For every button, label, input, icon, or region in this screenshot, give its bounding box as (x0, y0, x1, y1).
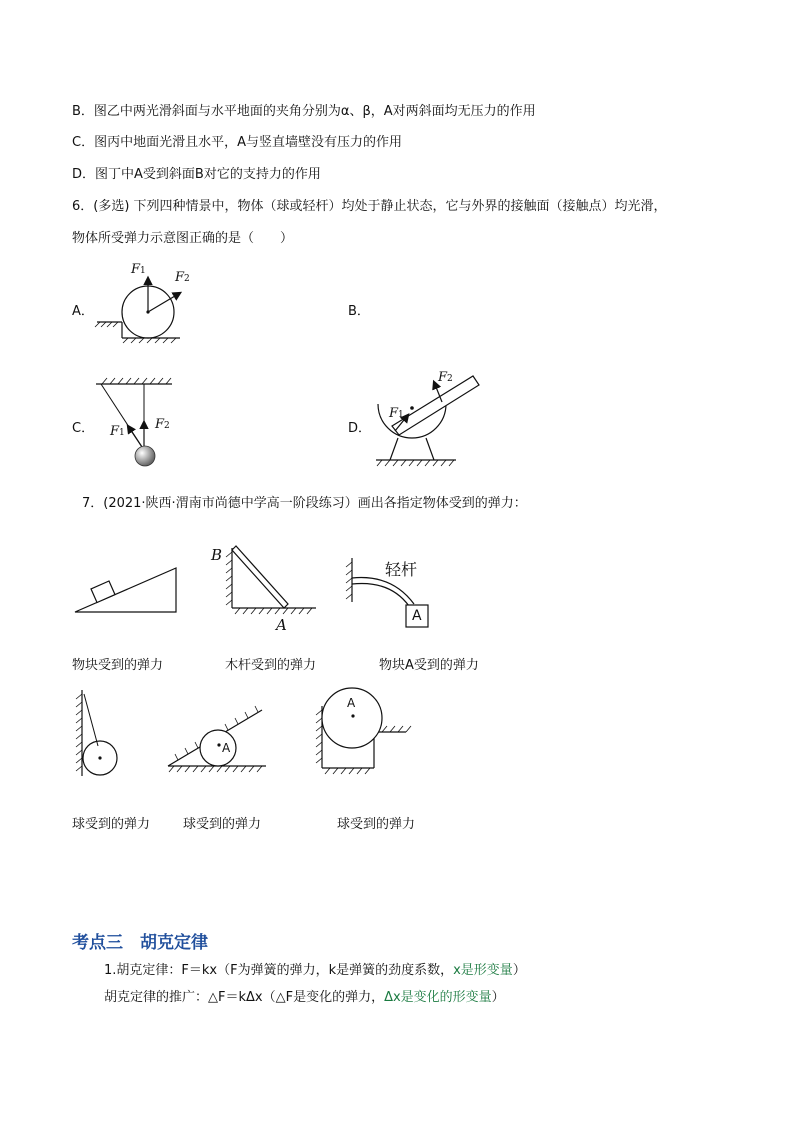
figure-7-4 (72, 686, 132, 781)
rod-label-b: B (211, 546, 223, 564)
ball-a-label-wedge: A (222, 741, 231, 755)
q6-choice-a: A． (72, 304, 94, 319)
box-a-label: A (412, 608, 422, 624)
figure-7-2 (212, 540, 322, 635)
ball-a-label-step: A (347, 696, 356, 710)
q6-line2: 物体所受弹力示意图正确的是（ ） (72, 231, 294, 246)
q6-choice-c: C． (72, 421, 95, 436)
caption-ball-3: 球受到的弹力 (337, 817, 416, 832)
hooke-extension-line: 胡克定律的推广：△F＝kΔx（△F是变化的弹力，Δx是变化的形变量） (104, 990, 505, 1005)
q6-line1: 6．(多选) 下列四种情景中，物体（球或轻杆）均处于静止状态，它与外界的接触面（接触点）均光滑， (72, 199, 667, 214)
figure-7-5 (164, 700, 274, 775)
light-rod-label: 轻杆 (385, 560, 418, 579)
caption-ball-1: 球受到的弹力 (72, 817, 151, 832)
figure-7-1 (72, 560, 182, 616)
caption-rod: 木杆受到的弹力 (225, 658, 317, 673)
option-c: C．图丙中地面光滑且水平，A与竖直墙壁没有压力的作用 (72, 135, 402, 150)
q7-line: 7．(2021·陕西·渭南市尚德中学高一阶段练习）画出各指定物体受到的弹力： (82, 496, 527, 511)
caption-ball-2: 球受到的弹力 (183, 817, 262, 832)
section-heading: 考点三 胡克定律 (72, 933, 208, 953)
caption-block-a: 物块A受到的弹力 (379, 658, 479, 673)
option-d: D．图丁中A受到斜面B对它的支持力的作用 (72, 167, 321, 182)
figure-7-6 (310, 686, 420, 781)
rod-label-a: A (276, 616, 287, 634)
caption-block: 物块受到的弹力 (72, 658, 164, 673)
q6-choice-b: B． (348, 304, 370, 319)
option-b: B．图乙中两光滑斜面与水平地面的夹角分别为α、β，A对两斜面均无压力的作用 (72, 104, 536, 119)
figure-d (372, 368, 482, 474)
q6-choice-d: D． (348, 421, 372, 436)
hooke-law-line: 1.胡克定律：F＝kx（F为弹簧的弹力，k是弹簧的劲度系数，x是形变量） (104, 963, 526, 978)
